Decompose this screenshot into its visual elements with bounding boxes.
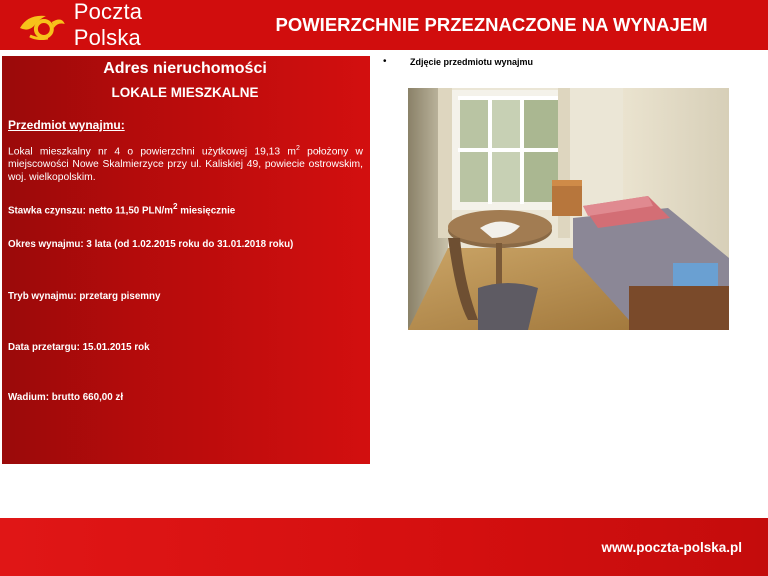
address-title: Adres nieruchomości xyxy=(103,60,267,77)
poczta-polska-horn-icon xyxy=(18,10,66,40)
brand-name: Poczta Polska xyxy=(73,0,143,50)
photo-label: Zdjęcie przedmiotu wynajmu xyxy=(410,57,534,67)
tender-date: Data przetargu: 15.01.2015 rok xyxy=(8,342,150,353)
page-title: POWIERZCHNIE PRZEZNACZONE NA WYNAJEM xyxy=(275,14,708,35)
footer-url[interactable]: www.poczta-polska.pl xyxy=(601,540,742,555)
rent-rate: Stawka czynszu: netto 11,50 PLN/$m^2$ miesięcznie xyxy=(8,202,236,217)
property-description: Lokal mieszkalny nr 4 o powierzchni użytkowej 19,13 $m^2$ położony w miejscowości Nowe Skalmierzyce przy ul. Kaliskiej 49, powiecie ostrowskim, woj. wielkopolskim. xyxy=(8,145,363,184)
property-photo xyxy=(408,88,729,330)
category-subtitle: LOKALE MIESZKALNE xyxy=(111,85,259,100)
deposit: Wadium: brutto 660,00 zł xyxy=(8,392,124,403)
subject-heading: Przedmiot wynajmu: xyxy=(8,118,125,132)
lease-period: Okres wynajmu: 3 lata (od 1.02.2015 roku do 31.01.2018 roku) xyxy=(8,239,294,250)
lease-mode: Tryb wynajmu: przetarg pisemny xyxy=(8,291,161,302)
bullet: • xyxy=(383,56,387,67)
brand-logo xyxy=(0,0,215,50)
